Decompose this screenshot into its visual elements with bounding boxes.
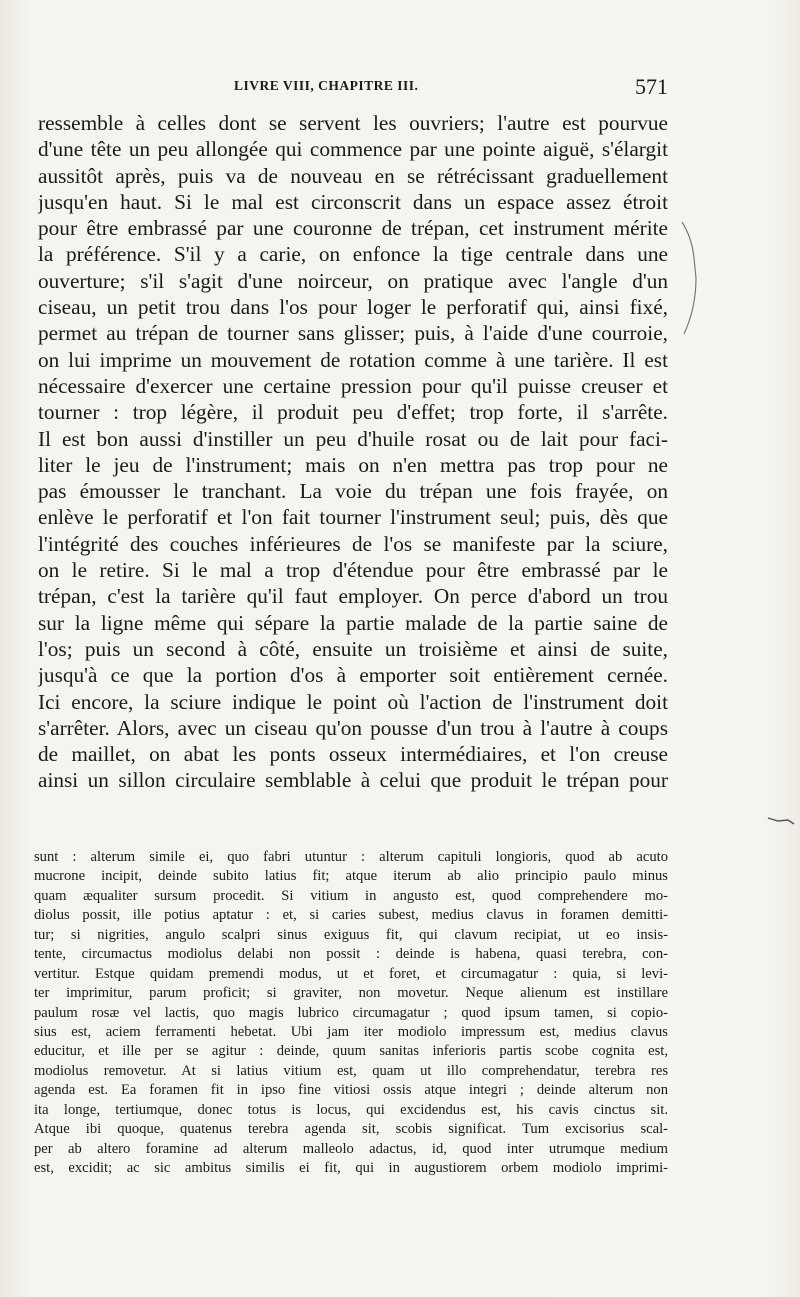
footnote-block [34, 848, 668, 1178]
text-line: l'os; puis un second à côté, ensuite un troisième et ainsi de suite, [38, 636, 668, 661]
text-line: l'intégrité des couches inférieures de l'os se manifeste par la sciure, [38, 531, 668, 556]
text-line: Il est bon aussi d'instiller un peu d'huile rosat ou de lait pour faci- [38, 426, 668, 451]
text-line: ainsi un sillon circulaire semblable à celui que produit le trépan pour [38, 768, 668, 793]
footnote-line: ter imprimitur, parum proficit; si graviter, non movetur. Neque alienum est instillare [34, 985, 668, 1002]
footnote-line: educitur, et ille per se agitur : deinde, quum sanitas inferioris partis scobe cognita est, [34, 1043, 668, 1060]
footnote-line: Atque ibi quoque, quatenus terebra agenda sit, scobis significat. Tum excisorius scal- [34, 1121, 668, 1138]
footnote-line: mucrone incipit, deinde subito latius fit; atque iterum ab alio principio paulo minus [34, 868, 668, 885]
text-line: ciseau, un petit trou dans l'os pour loger le perforatif qui, ainsi fixé, [38, 295, 668, 320]
page-number: 571 [635, 74, 668, 99]
text-line: Ici encore, la sciure indique le point où l'action de l'instrument doit [38, 689, 668, 714]
text-line: jusqu'en haut. Si le mal est circonscrit dans un espace assez étroit [38, 189, 668, 214]
page-header [38, 74, 668, 102]
main-text-block [38, 110, 668, 794]
text-line: la préférence. S'il y a carie, on enfonce la tige centrale dans une [38, 242, 668, 267]
footnote-line: diolus possit, ille potius aptatur : et, si caries subest, medius clavus in foramen demitti- [34, 907, 668, 924]
text-line: ouverture; s'il s'agit d'une noirceur, on pratique avec l'angle d'un [38, 268, 668, 293]
running-head: LIVRE VIII, CHAPITRE III. [234, 78, 419, 93]
margin-speck [766, 812, 796, 828]
text-line: trépan, c'est la tarière qu'il faut employer. On perce d'abord un trou [38, 584, 668, 609]
text-line: de maillet, on abat les ponts osseux intermédiaires, et l'on creuse [38, 742, 668, 767]
margin-pencil-bracket [680, 218, 700, 338]
footnote-line: paulum rosæ vel lactis, quo magis lubrico circumagatur ; quod ipsum tamen, si copio- [34, 1004, 668, 1021]
text-line: enlève le perforatif et l'on fait tourner l'instrument seul; puis, dès que [38, 505, 668, 530]
footnote-line: agenda est. Ea foramen fit in ipso fine vitiosi ossis atque integri ; deinde alterum non [34, 1082, 668, 1099]
text-line: sur la ligne même qui sépare la partie malade de la partie saine de [38, 610, 668, 635]
text-line: on lui imprime un mouvement de rotation comme à une tarière. Il est [38, 347, 668, 372]
footnote-line: tente, circumactus modiolus delabi non possit : deinde is habena, quasi terebra, con- [34, 946, 668, 963]
text-line: s'arrêter. Alors, avec un ciseau qu'on pousse d'un trou à l'autre à coups [38, 715, 668, 740]
footnote-line: per ab altero foramine ad alterum malleolo adactus, id, quod inter utrumque medium [34, 1140, 668, 1157]
footnote-line: vertitur. Estque quidam premendi modus, ut et foret, et circumagatur : quia, si levi- [34, 965, 668, 982]
footnote-line: est, excidit; ac sic ambitus similis ei fit, qui in augustiorem orbem modiolo imprimi- [34, 1160, 668, 1176]
text-line: liter le jeu de l'instrument; mais on n'en mettra pas trop pour ne [38, 452, 668, 477]
footnote-line: tur; si nigrities, angulo scalpri sinus exiguus fit, qui clavum recipiat, ut eo insis- [34, 926, 668, 943]
footnote-separator [38, 822, 668, 823]
footnote-line: sius est, aciem ferramenti hebetat. Ubi jam iter modiolo impressum est, medius clavus [34, 1023, 668, 1040]
text-line: aussitôt après, puis va de nouveau en se rétrécissant graduellement [38, 163, 668, 188]
text-line: permet au trépan de tourner sans glisser; puis, à l'aide d'une courroie, [38, 321, 668, 346]
footnote-line: modiolus removetur. At si latius vitium est, quam ut illo comprehendatur, terebra res [34, 1062, 668, 1079]
text-line: nécessaire d'exercer une certaine pression pour qu'il puisse creuser et [38, 373, 668, 398]
text-line: pas émousser le tranchant. La voie du trépan une fois frayée, on [38, 479, 668, 504]
text-line: on le retire. Si le mal a trop d'étendue pour être embrassé par le [38, 558, 668, 583]
text-line: jusqu'à ce que la portion d'os à emporter soit entièrement cernée. [38, 663, 668, 688]
footnote-line: quam æqualiter sursum procedit. Si vitium in angusto est, quod comprehendere mo- [34, 887, 668, 904]
text-line: tourner : trop légère, il produit peu d'effet; trop forte, il s'arrête. [38, 400, 668, 425]
footnote-line: sunt : alterum simile ei, quo fabri utuntur : alterum capituli longioris, quod ab acuto [34, 849, 668, 865]
text-line: d'une tête un peu allongée qui commence par une pointe aiguë, s'élargit [38, 137, 668, 162]
text-line: ressemble à celles dont se servent les ouvriers; l'autre est pourvue [38, 111, 668, 135]
footnote-line: ita longe, tertiumque, donec totus is locus, qui excidendus est, his cavis cinctus sit. [34, 1101, 668, 1118]
text-line: pour être embrassé par une couronne de trépan, cet instrument mérite [38, 216, 668, 241]
